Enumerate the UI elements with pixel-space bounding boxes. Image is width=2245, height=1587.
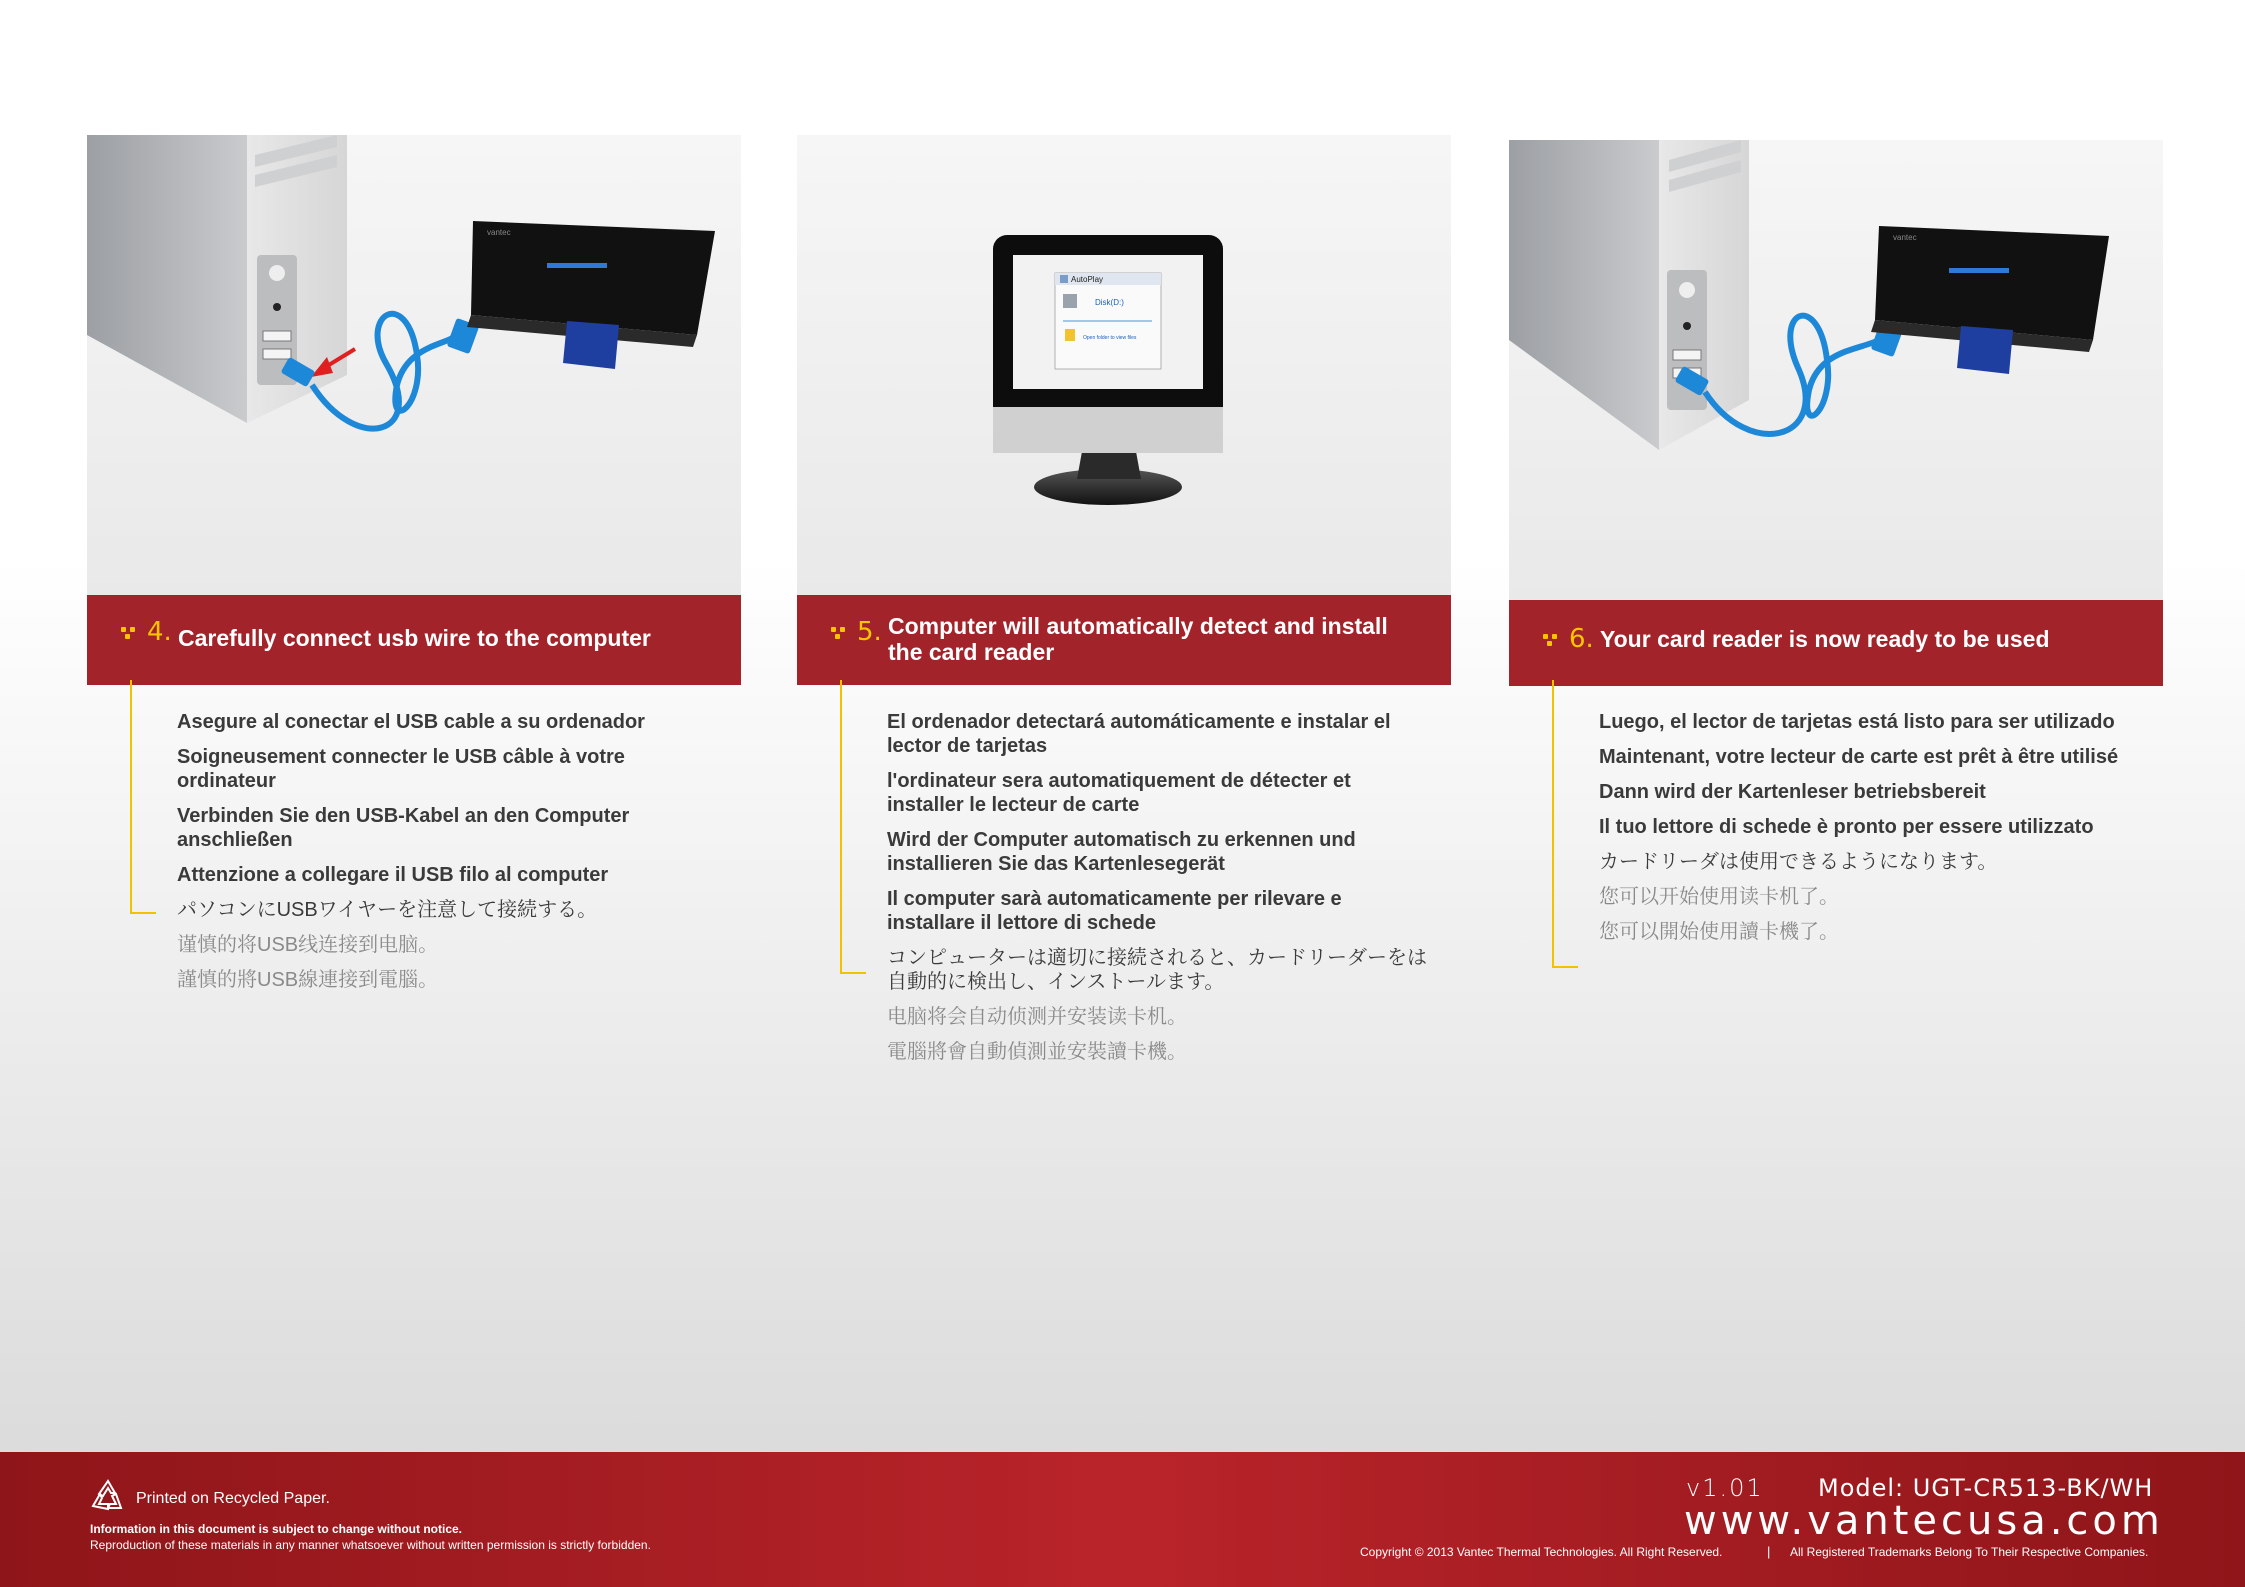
version-label: v1.01	[1686, 1474, 1764, 1502]
step-header-bar	[1509, 600, 2163, 686]
translation-es: Luego, el lector de tarjetas está listo para ser utilizado	[1599, 711, 2115, 733]
footer-separator: |	[1767, 1544, 1771, 1559]
translation-zh-tw: 您可以開始使用讀卡機了。	[1599, 921, 1839, 943]
yellow-bracket	[130, 680, 156, 914]
translation-it: Il tuo lettore di schede è pronto per essere utilizzato	[1599, 816, 2094, 838]
translation-zh-cn: 谨慎的将USB线连接到电脑。	[177, 934, 439, 956]
connect-usb-illustration	[87, 135, 741, 597]
change-notice: Information in this document is subject to change without notice.	[90, 1522, 463, 1536]
step-header-bar	[87, 595, 741, 685]
trademarks-text: All Registered Trademarks Belong To Their Respective Companies.	[1790, 1545, 2149, 1559]
translation-it: Il computer sarà automaticamente per rilevare e installare il lettore di schede	[887, 888, 1342, 934]
translations-list	[887, 710, 1427, 1075]
pc-card-reader-drawing	[87, 135, 741, 597]
translation-de: Verbinden Sie den USB-Kabel an den Computer anschließen	[177, 805, 630, 851]
step-number: 5.	[857, 617, 882, 647]
autoplay-title: AutoPlay	[1071, 275, 1104, 284]
translation-ja: カードリーダは使用できるようになります。	[1599, 851, 1998, 873]
model-label: Model: UGT-CR513-BK/WH	[1818, 1474, 2154, 1502]
step-bullet-icon	[121, 627, 135, 639]
recycle-icon	[88, 1478, 128, 1514]
step-title: Computer will automatically detect and install the card reader	[888, 613, 1388, 665]
translation-zh-cn: 您可以开始使用读卡机了。	[1599, 886, 1839, 908]
svg-text:vantec: vantec	[487, 228, 511, 237]
footer-bar	[0, 1452, 2245, 1587]
step-number: 6.	[1569, 624, 1594, 654]
step-title: Your card reader is now ready to be used	[1600, 626, 2050, 652]
reproduction-notice: Reproduction of these materials in any manner whatsoever without written permission is strictly forbidden.	[90, 1538, 651, 1552]
translations-list	[177, 710, 717, 1003]
recycled-paper-note: Printed on Recycled Paper.	[136, 1490, 330, 1507]
yellow-bracket	[840, 680, 866, 974]
step-number: 4.	[147, 617, 172, 647]
translation-fr: Soigneusement connecter le USB câble à votre ordinateur	[177, 746, 625, 792]
website-url[interactable]: www.vantecusa.com	[1684, 1498, 2164, 1544]
translation-de: Wird der Computer automatisch zu erkennen und installieren Sie das Kartenlesegerät	[887, 829, 1356, 875]
step-bullet-icon	[831, 627, 845, 639]
monitor-drawing	[797, 135, 1451, 597]
translations-list	[1599, 710, 2139, 955]
copyright-text: Copyright © 2013 Vantec Thermal Technologies. All Right Reserved.	[1360, 1545, 1723, 1559]
ready-illustration	[1509, 140, 2163, 602]
translation-zh-tw: 謹慎的將USB線連接到電腦。	[177, 969, 439, 991]
step-header-bar	[797, 595, 1451, 685]
translation-ja: コンピューターは適切に接続されると、カードリーダーをは自動的に検出し、インストールます。	[887, 947, 1427, 993]
svg-text:vantec: vantec	[1893, 233, 1917, 242]
autoplay-illustration	[797, 135, 1451, 597]
translation-es: El ordenador detectará automáticamente e instalar el lector de tarjetas	[887, 711, 1391, 757]
translation-it: Attenzione a collegare il USB filo al computer	[177, 864, 609, 886]
translation-ja: パソコンにUSBワイヤーを注意して接続する。	[177, 899, 598, 921]
yellow-bracket	[1552, 680, 1578, 968]
step-title: Carefully connect usb wire to the computer	[178, 625, 651, 651]
autoplay-option: Open folder to view files	[1083, 335, 1137, 341]
translation-fr: l'ordinateur sera automatiquement de détecter et installer le lecteur de carte	[887, 770, 1351, 816]
translation-zh-cn: 电脑将会自动侦测并安装读卡机。	[887, 1006, 1187, 1028]
translation-es: Asegure al conectar el USB cable a su ordenador	[177, 711, 645, 733]
translation-fr: Maintenant, votre lecteur de carte est prêt à être utilisé	[1599, 746, 2119, 768]
pc-card-reader-connected-drawing	[1509, 140, 2163, 602]
translation-zh-tw: 電腦將會自動偵測並安裝讀卡機。	[887, 1041, 1187, 1063]
autoplay-disk: Disk(D:)	[1095, 298, 1124, 307]
translation-de: Dann wird der Kartenleser betriebsbereit	[1599, 781, 1986, 803]
step-bullet-icon	[1543, 634, 1557, 646]
